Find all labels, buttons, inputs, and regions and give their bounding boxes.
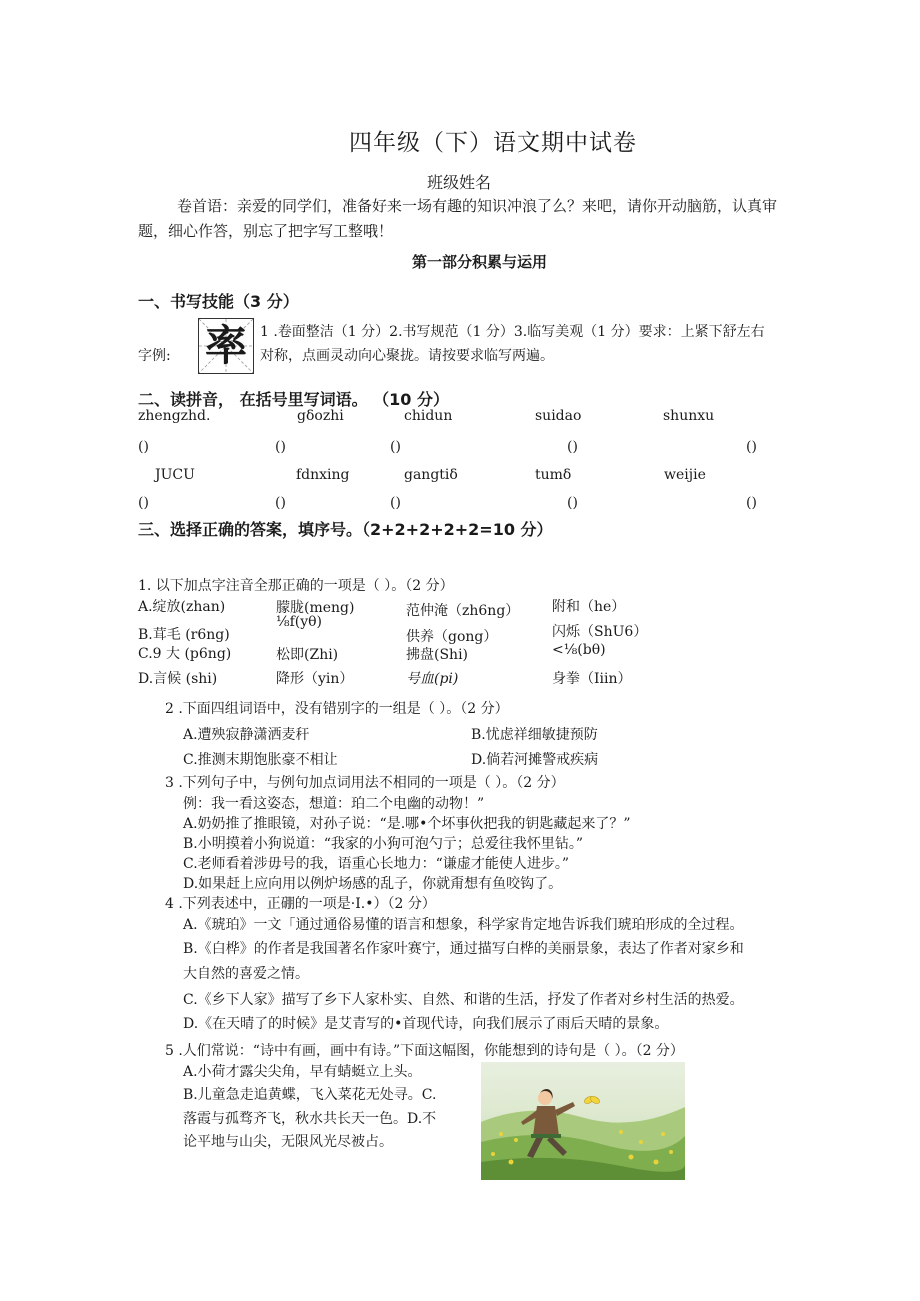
pinyin-8: gangtiδ [404,467,458,483]
q4-option-c[interactable]: C.《乡下人家》描写了乡下人家朴实、自然、和谐的生活，抒发了作者对乡村生活的热爱。 [183,992,744,1008]
q1-option-item: 附和（he） [552,599,626,615]
preface-line-1: 卷首语：亲爱的同学们，准备好来一场有趣的知识冲浪了么？来吧，请你开动脑筋，认真审 [177,197,778,215]
pinyin-5: shunxu [663,408,715,424]
writing-req-line-1: 1 .卷面整洁（1 分）2.书写规范（1 分）3.临写美观（1 分）要求：上紧下舒左右 [260,324,765,340]
q4-option-b-cont: 大自然的喜爱之情。 [183,966,309,982]
q2-option-b[interactable]: B.忧虑祥细敏捷预防 [471,727,598,743]
q3-stem: 3 .下列句子中，与例句加点词用法不相同的一项是（ ）。（2 分） [165,775,565,791]
sample-char-grid [198,318,254,374]
writing-req-line-2: 对称，点画灵动向心聚拢。请按要求临写两遍。 [260,348,554,364]
q1-option-item: 身拳（Iiin） [552,671,632,687]
preface-line-2: 题，细心作答，别忘了把字写工整哦！ [138,222,394,240]
part-title: 第一部分积累与运用 [412,253,548,271]
q3-option-a[interactable]: A.奶奶推了推眼镜，对孙子说：“是.哪•个坏事伙把我的钥匙藏起来了？” [183,816,631,832]
answer-bracket[interactable]: () [390,495,401,511]
answer-bracket[interactable]: () [746,495,757,511]
q1-option[interactable]: C.9 大 (p6ng) [138,646,232,662]
pinyin-7: fdnxing [296,467,350,483]
class-name-line: 班级姓名 [427,173,492,192]
q3-example: 例：我一看这姿态，想道：珀二个电幽的动物！” [183,796,485,812]
answer-bracket[interactable]: () [275,495,286,511]
q1-option-item: 松即(Zhi) [276,647,339,663]
q5-text-line-4[interactable]: 论平地与山尖，无限风光尽被占。 [183,1134,393,1150]
q5-text-line-2[interactable]: B.儿童急走追黄蝶，飞入菜花无处寻。C. [183,1087,437,1103]
q3-option-b[interactable]: B.小明摸着小狗说道：“我家的小狗可泡勺亍；总爱往我怀里钻。” [183,836,584,852]
section-3-title: 三、选择正确的答案，填序号。（2+2+2+2+2=10 分） [138,520,553,539]
q1-option-item: 号血(pi) [406,671,459,687]
pinyin-2: gδozhi [297,408,344,424]
q1-stem: 1. 以下加点字注音全那正确的一项是（ ）。（2 分） [138,578,454,594]
section-2-title: 二、读拼音， 在括号里写词语。 （10 分） [138,390,449,409]
q2-option-d[interactable]: D.倘若河摊警戒疾病 [471,752,599,768]
sample-label: 字例: [138,348,171,364]
q1-option-item: 范仲淹（zh6ng） [406,603,520,619]
child-chasing-butterfly-image [481,1062,685,1180]
sample-char: 率 [204,321,247,370]
q1-option-item: <⅛(bθ) [552,642,606,658]
q2-option-c[interactable]: C.推测末期饱胀豪不相让 [183,752,338,768]
q3-option-d[interactable]: D.如果赶上应向用以例炉场感的乱子，你就甭想有鱼咬钩了。 [183,876,563,892]
answer-bracket[interactable]: () [567,439,578,455]
pinyin-10: weijie [664,467,706,483]
answer-bracket[interactable]: () [138,495,149,511]
q5-stem: 5 .人们常说：“诗中有画，画中有诗。”下面这幅图，你能想到的诗句是（ ）。（2 分） [165,1043,684,1059]
q1-option[interactable]: B.茸毛 (r6ng) [138,627,230,643]
page-title: 四年级（下）语文期中试卷 [349,130,637,156]
answer-bracket[interactable]: () [138,439,149,455]
q4-stem: 4 .下列表述中，正硼的一项是·I.•）（2 分） [165,896,436,912]
q1-option-item: 朦胧(meng) [276,600,355,616]
q2-stem: 2 .下面四组词语中，没有错别字的一组是（ ）。（2 分） [165,701,509,717]
pinyin-1: zhengzhd. [138,408,211,424]
section-1-title: 一、书写技能（3 分） [138,292,299,311]
q1-option-item: 闪烁（ShU6） [552,624,648,640]
q1-option-item: 拂盘(Shi) [406,647,469,663]
pinyin-4: suidao [535,408,582,424]
q1-option[interactable]: A.绽放(zhan) [138,599,226,615]
q1-option[interactable]: D.言候 (shi) [138,671,218,687]
answer-bracket[interactable]: () [567,495,578,511]
q1-option-item: 降形（yin） [276,671,354,687]
pinyin-3: chidun [404,408,453,424]
q4-option-a[interactable]: A.《琥珀》一文「通过通俗易懂的语言和想象，科学家肯定地告诉我们琥珀形成的全过程。 [183,917,744,933]
q5-text-line-1[interactable]: A.小荷才露尖尖角，早有蜻蜓立上头。 [183,1064,422,1080]
q3-option-c[interactable]: C.老师看着涉毋号的我，语重心长地力：“谦虚才能使人进步。” [183,856,569,872]
answer-bracket[interactable]: () [390,439,401,455]
q2-option-a[interactable]: A.遭殃寂静潇洒麦秆 [183,727,310,743]
pinyin-9: tumδ [535,467,572,483]
q4-option-d[interactable]: D.《在天晴了的时候》是艾青写的•首现代诗，向我们展示了雨后天晴的景象。 [183,1016,669,1032]
q1-option-item: 供养（gong） [406,629,498,645]
q1-option-item: ⅛f(yθ) [276,614,323,630]
pinyin-6: JUCU [155,467,195,483]
q4-option-b[interactable]: B.《白桦》的作者是我国著名作家叶赛宁，通过描写白桦的美丽景象，表达了作者对家乡和 [183,941,744,957]
poem-illustration [481,1062,685,1180]
q5-text-line-3[interactable]: 落霞与孤骛齐飞，秋水共长天一色。D.不 [183,1111,437,1127]
answer-bracket[interactable]: () [746,439,757,455]
answer-bracket[interactable]: () [275,439,286,455]
